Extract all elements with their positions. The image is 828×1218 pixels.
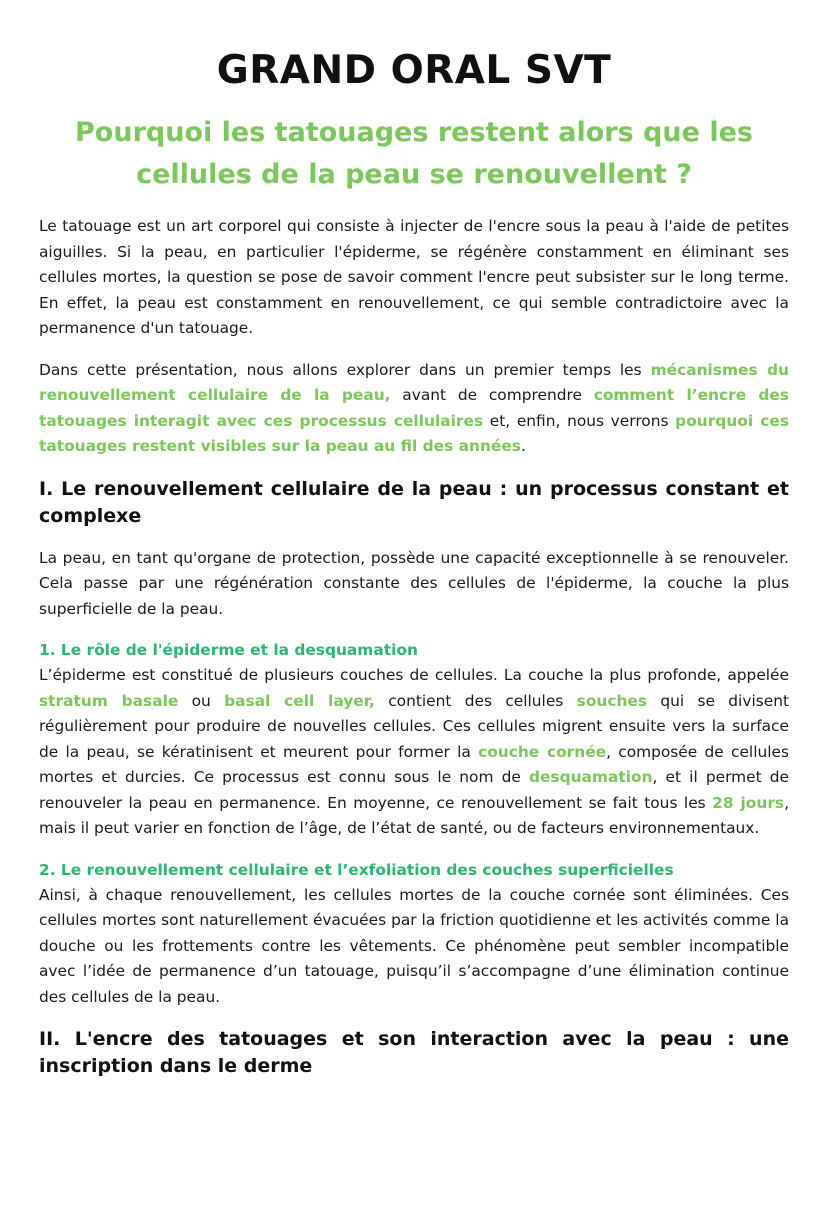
text-run: qui se divisent régulièrement pour produire de nouvelles cellules. Ces cellules migrent ensuite vers la surface de la peau, se kératinisent et meurent pour former la — [39, 691, 789, 761]
highlighted-term: pourquoi ces tatouages restent visibles sur la peau au fil des années — [39, 411, 789, 455]
text-run: . — [520, 437, 526, 455]
subsection-1-heading: 1. Le rôle de l'épiderme et la desquamation — [39, 641, 418, 659]
text-run: , composée de cellules mortes et durcies. Ce processus est connu sous le nom de — [39, 742, 789, 786]
text-run: , et il permet de renouveler la peau en permanence. En moyenne, ce renouvellement se fait tous les — [39, 768, 790, 812]
section-1-heading: I. Le renouvellement cellulaire de la peau : un processus constant et complexe — [39, 477, 789, 527]
highlighted-term: couche cornée — [478, 742, 607, 761]
highlighted-term: stratum basale — [39, 691, 179, 710]
highlighted-term: 28 jours — [712, 793, 785, 812]
intro-paragraph-1: Le tatouage est un art corporel qui consiste à injecter de l'encre sous la peau à l'aide de petites aiguilles. Si la peau, en particulier l'épiderme, se régénère constamment en éliminant ses cellules mortes, la question se pose de savoir comment l'encre peut subsister sur le long terme. En effet, la peau est constamment en renouvellement, ce qui semble contradictoire avec la permanence d'un tatouage. — [39, 217, 789, 337]
section-2-heading: II. L'encre des tatouages et son interaction avec la peau : une inscription dans le derme — [39, 1028, 789, 1077]
intro-paragraph-2 — [39, 358, 789, 460]
highlighted-term: mécanismes du renouvellement cellulaire de la peau, — [39, 360, 789, 404]
section-1-intro: La peau, en tant qu'organe de protection, possède une capacité exceptionnelle à se renouveler. Cela passe par une régénération constante des cellules de l'épiderme, la couche la plus superficielle de la peau. — [39, 548, 789, 618]
document-page — [0, 48, 828, 1218]
document-subtitle: Pourquoi les tatouages restent alors que les cellules de la peau se renouvellent ? — [75, 117, 753, 190]
highlighted-term: basal cell layer, — [224, 691, 375, 710]
highlighted-term: comment l’encre des tatouages interagit avec ces processus cellulaires — [39, 386, 789, 430]
text-run: avant de comprendre — [390, 386, 594, 404]
subsection-1-body — [39, 663, 789, 842]
highlighted-term: souches — [576, 691, 648, 710]
text-run: contient des cellules — [374, 691, 577, 710]
subsection-2-heading: 2. Le renouvellement cellulaire et l’exfoliation des couches superficielles — [39, 860, 674, 879]
text-run: , mais il peut varier en fonction de l’âge, de l’état de santé, ou de facteurs environnementaux. — [39, 793, 789, 837]
text-run: et, enfin, nous verrons — [483, 411, 676, 430]
text-run: Dans cette présentation, nous allons explorer dans un premier temps les — [39, 360, 651, 379]
text-run: ou — [178, 691, 225, 710]
text-run: L’épiderme est constitué de plusieurs couches de cellules. La couche la plus profonde, appelée — [39, 666, 789, 684]
document-title: GRAND ORAL SVT — [216, 48, 612, 93]
subsection-2-body: Ainsi, à chaque renouvellement, les cellules mortes de la couche cornée sont éliminées. Ces cellules mortes sont naturellement évacuées par la friction quotidienne et les activités comme la douche ou les frottements contre les vêtements. Ce phénomène peut sembler incompatible avec l’idée de permanence d’un tatouage, puisqu’il s’accompagne d’une élimination continue des cellules de la peau. — [39, 885, 789, 1006]
highlighted-term: desquamation — [528, 768, 653, 786]
